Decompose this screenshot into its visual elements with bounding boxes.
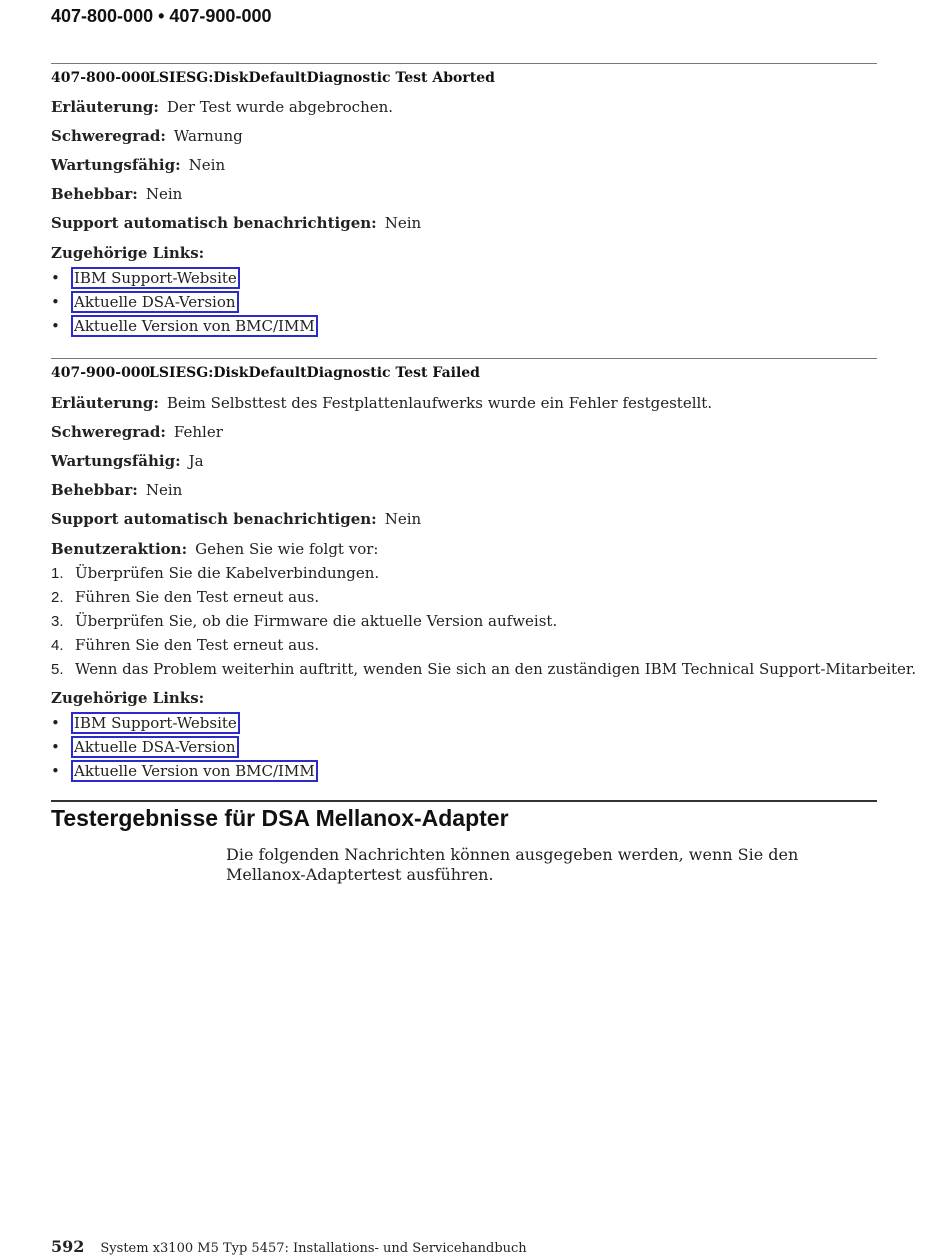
step-item: 3. Überprüfen Sie, ob die Firmware die aktuelle Version aufweist. (51, 612, 558, 630)
entry-divider (51, 358, 877, 359)
related-links-label: Zugehörige Links: (51, 244, 205, 262)
entry-title (51, 365, 480, 381)
link-dsa-version[interactable]: Aktuelle DSA-Version (71, 291, 239, 313)
list-item (51, 315, 318, 337)
field-serviceable: Wartungsfähig: Ja (51, 452, 204, 470)
link-bmc-imm[interactable]: Aktuelle Version von BMC/IMM (71, 315, 318, 337)
step-item: 1. Überprüfen Sie die Kabelverbindungen. (51, 564, 380, 582)
list-item (51, 267, 240, 289)
bullet-icon: • (51, 762, 60, 780)
list-item (51, 760, 318, 782)
field-auto-notify: Support automatisch benachrichtigen: Nein (51, 510, 422, 528)
bullet-icon: • (51, 269, 60, 287)
section-divider (51, 800, 877, 802)
field-explanation: Erläuterung: Der Test wurde abgebrochen. (51, 98, 394, 116)
field-recoverable: Behebbar: Nein (51, 185, 183, 203)
field-auto-notify: Support automatisch benachrichtigen: Nein (51, 214, 422, 232)
field-recoverable: Behebbar: Nein (51, 481, 183, 499)
field-serviceable: Wartungsfähig: Nein (51, 156, 226, 174)
list-item (51, 736, 239, 758)
related-links-label: Zugehörige Links: (51, 689, 205, 707)
step-item: 4. Führen Sie den Test erneut aus. (51, 636, 320, 654)
link-ibm-support[interactable]: IBM Support-Website (71, 267, 240, 289)
bullet-icon: • (51, 738, 60, 756)
field-user-action: Benutzeraktion: Gehen Sie wie folgt vor: (51, 540, 379, 558)
step-item: 5. Wenn das Problem weiterhin auftritt, wenden Sie sich an den zuständigen IBM Technical Support-Mitarbeiter. (51, 660, 917, 678)
field-explanation: Erläuterung: Beim Selbsttest des Festplattenlaufwerks wurde ein Fehler festgestellt. (51, 394, 713, 412)
entry-heading: LSIESG:DiskDefaultDiagnostic Test Aborted (149, 70, 495, 86)
entry-divider (51, 63, 877, 64)
link-bmc-imm[interactable]: Aktuelle Version von BMC/IMM (71, 760, 318, 782)
page-footer (51, 1237, 527, 1256)
section-intro: Die folgenden Nachrichten können ausgegeben werden, wenn Sie den Mellanox-Adaptertest ausführen. (226, 845, 799, 884)
link-ibm-support[interactable]: IBM Support-Website (71, 712, 240, 734)
book-title: System x3100 M5 Typ 5457: Installations- und Servicehandbuch (100, 1241, 527, 1256)
entry-code: 407-800-000 (51, 70, 151, 86)
list-item (51, 291, 239, 313)
step-item: 2. Führen Sie den Test erneut aus. (51, 588, 320, 606)
list-item (51, 712, 240, 734)
running-header: 407-800-000 • 407-900-000 (51, 6, 272, 26)
page-number: 592 (51, 1237, 85, 1256)
bullet-icon: • (51, 714, 60, 732)
bullet-icon: • (51, 317, 60, 335)
entry-title (51, 70, 495, 86)
entry-code: 407-900-000 (51, 365, 151, 381)
section-heading: Testergebnisse für DSA Mellanox-Adapter (51, 805, 509, 831)
link-dsa-version[interactable]: Aktuelle DSA-Version (71, 736, 239, 758)
field-severity: Schweregrad: Warnung (51, 127, 243, 145)
bullet-icon: • (51, 293, 60, 311)
field-severity: Schweregrad: Fehler (51, 423, 223, 441)
entry-heading: LSIESG:DiskDefaultDiagnostic Test Failed (149, 365, 480, 381)
